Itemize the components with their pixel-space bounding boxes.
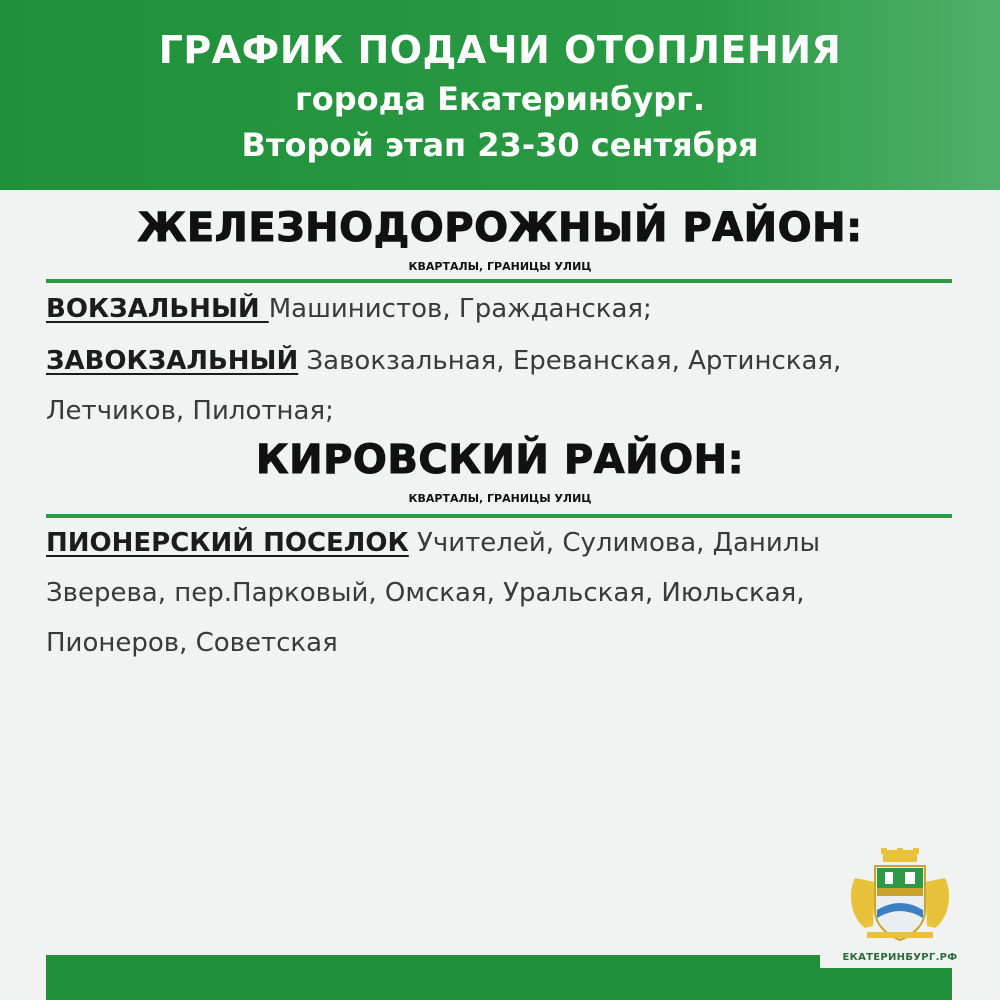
district-title-zheleznodorozhny: ЖЕЛЕЗНОДОРОЖНЫЙ РАЙОН:	[137, 205, 863, 251]
footer-bar	[46, 955, 952, 1000]
quarter-name: ЗАВОКЗАЛЬНЫЙ	[46, 346, 299, 376]
district-caption: КВАРТАЛЫ, ГРАНИЦЫ УЛИЦ	[408, 492, 592, 505]
header-banner	[0, 0, 1000, 190]
street-list: Учителей, Сулимова, Данилы Зверева, пер.Парковый, Омская, Уральская, Июльская, Пионеров, Советская	[46, 528, 820, 658]
district-caption: КВАРТАЛЫ, ГРАНИЦЫ УЛИЦ	[408, 260, 592, 273]
list-item	[46, 284, 966, 334]
city-coat-of-arms-icon	[845, 848, 955, 948]
list-item	[46, 518, 836, 668]
header-title: ГРАФИК ПОДАЧИ ОТОПЛЕНИЯ	[158, 28, 842, 72]
street-list: Машинистов, Гражданская;	[268, 294, 652, 324]
quarter-name: ПИОНЕРСКИЙ ПОСЕЛОК	[46, 528, 409, 558]
header-city: города Екатеринбург.	[294, 80, 705, 118]
list-item	[46, 336, 846, 436]
header-stage: Второй этап 23-30 сентября	[241, 126, 759, 164]
site-caption: ЕКАТЕРИНБУРГ.РФ	[842, 952, 958, 963]
street-list: Завокзальная, Ереванская, Артинская, Летчиков, Пилотная;	[46, 346, 842, 426]
divider	[46, 279, 952, 283]
quarter-name: ВОКЗАЛЬНЫЙ	[46, 294, 269, 324]
district-title-kirovsky: КИРОВСКИЙ РАЙОН:	[255, 437, 745, 483]
